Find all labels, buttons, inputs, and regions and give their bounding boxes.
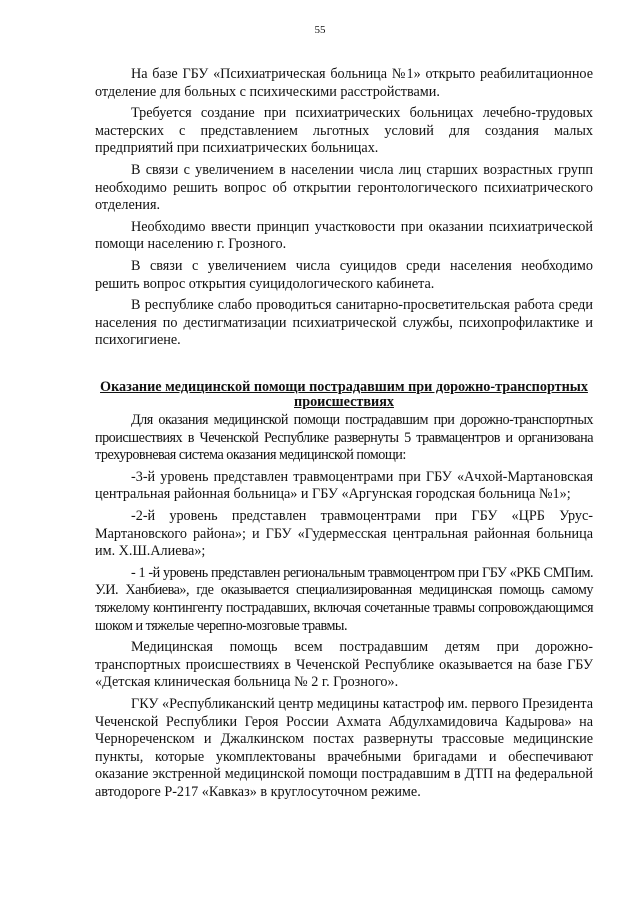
paragraph: ГКУ «Республиканский центр медицины катастроф им. первого Президента Чеченской Республики Героя России Ахмата Абдулхамидовича Кадырова» на Чернореченском и Джалкинском постах развернуты трассовые медицинские пункты, которые укомплектованы врачебными бригадами и обеспечивают оказание экстренной медицинской помощи пострадавшим в ДТП на федеральной автодороге Р-217 «Кавказ» в круглосуточном режиме. <box>95 695 593 800</box>
list-item: -3-й уровень представлен травмоцентрами при ГБУ «Ачхой-Мартановская центральная районная больница» и ГБУ «Аргунская городская больница №1»; <box>95 468 593 503</box>
section-road-accident-care <box>95 380 593 805</box>
paragraph: Для оказания медицинской помощи пострадавшим при дорожно-транспортных происшествиях в Чеченской Республике развернуты 5 травмацентров и организована трехуровневая система оказания медицинской помощи: <box>95 412 593 464</box>
list-item: -2-й уровень представлен травмоцентрами при ГБУ «ЦРБ Урус-Мартановского района»; и ГБУ «Гудермесская центральная районная больница им. Х.Ш.Алиева»; <box>95 507 593 560</box>
paragraph: Необходимо ввести принцип участковости при оказании психиатрической помощи населению г. Грозного. <box>95 218 593 253</box>
paragraph: В республике слабо проводиться санитарно-просветительская работа среди населения по дестигматизации психиатрической службы, психопрофилактике и психогигиене. <box>95 297 593 349</box>
paragraph: На базе ГБУ «Психиатрическая больница №1» открыто реабилитационное отделение для больных с психическими расстройствами. <box>95 66 593 100</box>
page-number: 55 <box>314 24 326 36</box>
paragraph: Требуется создание при психиатрических больницах лечебно-трудовых мастерских с представлением льготных условий для создания малых предприятий при психиатрических больницах. <box>95 105 593 157</box>
section-psychiatric-care <box>95 66 593 354</box>
paragraph: В связи с увеличением в населении числа лиц старших возрастных групп необходимо решить вопрос об открытии геронтологического психиатрического отделения. <box>95 161 593 214</box>
paragraph: Медицинская помощь всем пострадавшим детям при дорожно-транспортных происшествиях в Чеченской Республике оказывается на базе ГБУ «Детская клиническая больница № 2 г. Грозного». <box>95 639 593 691</box>
section-heading: Оказание медицинской помощи пострадавшим при дорожно-транспортных происшествиях <box>100 379 588 410</box>
paragraph: В связи с увеличением числа суицидов среди населения необходимо решить вопрос открытия суицидологического кабинета. <box>95 257 593 292</box>
list-item: - 1 -й уровень представлен региональным травмоцентром при ГБУ «РКБ СМПим. У.И. Ханбиева», где оказывается специализированная медицинская помощь самому тяжелому контингенту пострадавших, включая сочетанные травмы сопровождающимся шоком и тяжелые черепно-мозговые травмы. <box>95 564 593 634</box>
